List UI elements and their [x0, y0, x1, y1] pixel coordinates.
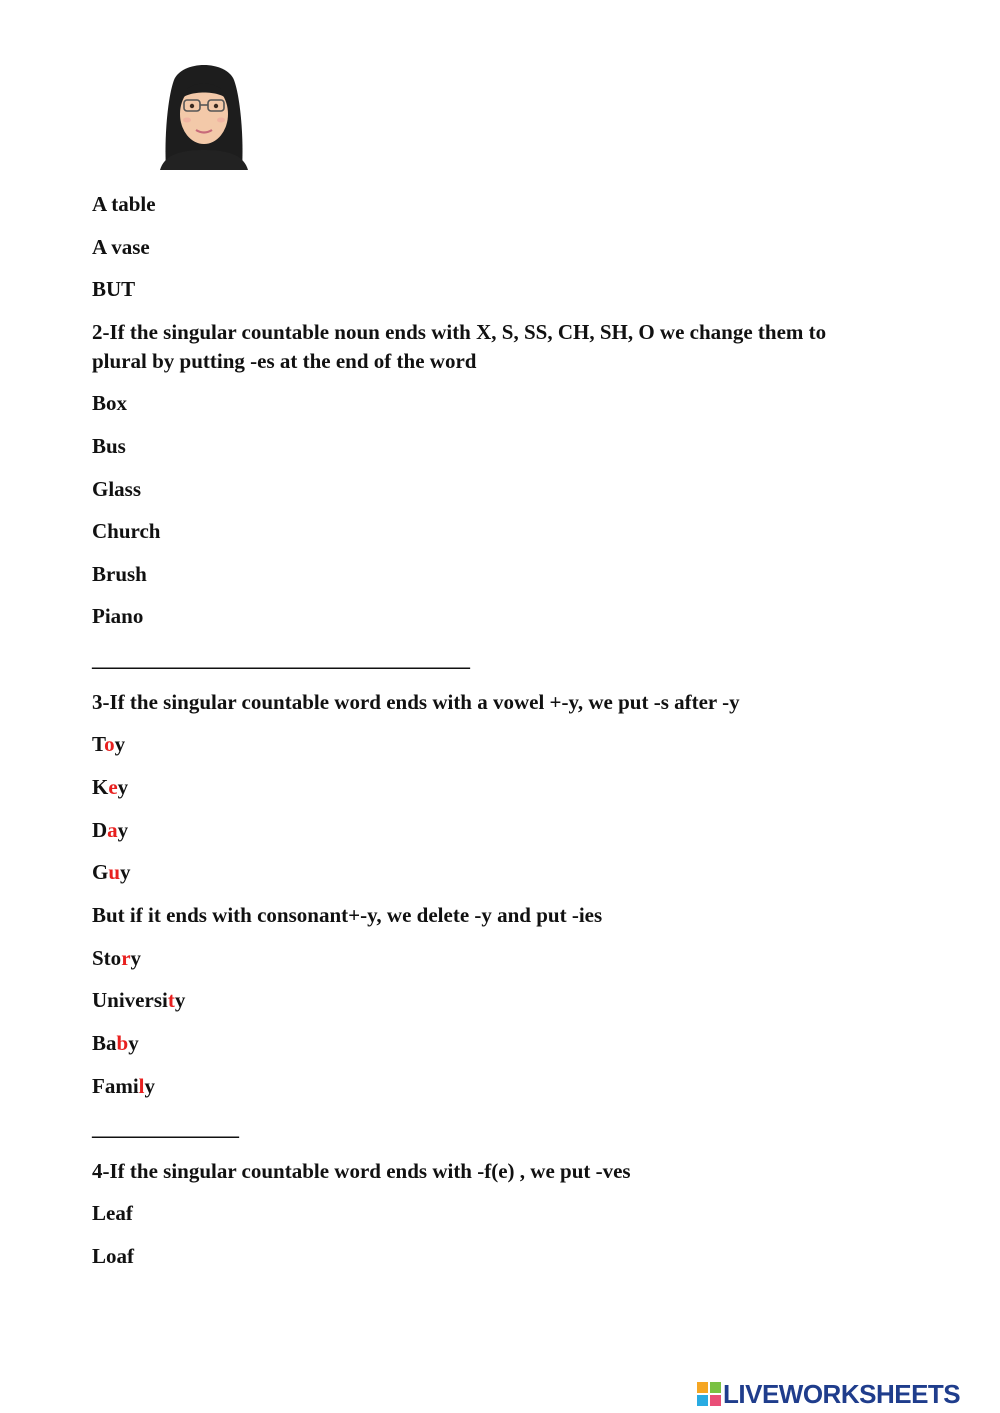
- rule-2-word: Box: [92, 391, 128, 415]
- rule-2-word: Piano: [92, 604, 144, 628]
- rule-4-heading: 4-If the singular countable word ends with -f(e) , we put -ves: [92, 1159, 631, 1183]
- consonant-y-word: University: [92, 988, 186, 1012]
- highlighted-letter: u: [108, 860, 121, 884]
- highlighted-letter: r: [121, 946, 131, 970]
- rule-2-word: Brush: [92, 562, 147, 586]
- vowel-y-word: Guy: [92, 860, 131, 884]
- consonant-y-word: Baby: [92, 1031, 139, 1055]
- highlighted-letter: t: [167, 988, 175, 1012]
- rule-2-word: Bus: [92, 434, 126, 458]
- brand-name: LIVEWORKSHEETS: [723, 1378, 961, 1409]
- separator-line: ______________: [92, 1116, 239, 1140]
- hijab-woman-avatar-icon: [160, 56, 248, 170]
- consonant-y-word: Family: [92, 1074, 155, 1098]
- but-label: BUT: [92, 277, 136, 301]
- rule-4-word: Leaf: [92, 1201, 133, 1225]
- rule-2-word: Church: [92, 519, 161, 543]
- highlighted-letter: e: [108, 775, 118, 799]
- vowel-y-word: Day: [92, 818, 129, 842]
- highlighted-letter: b: [116, 1031, 129, 1055]
- liveworksheets-logo: [697, 1377, 960, 1411]
- liveworksheets-logo-icon: [697, 1382, 721, 1406]
- example-word: A vase: [92, 235, 150, 259]
- highlighted-letter: l: [138, 1074, 145, 1098]
- vowel-y-word: Toy: [92, 732, 126, 756]
- consonant-y-heading: But if it ends with consonant+-y, we delete -y and put -ies: [92, 903, 603, 927]
- vowel-y-word: Key: [92, 775, 129, 799]
- highlighted-letter: a: [107, 818, 118, 842]
- rule-2-heading: 2-If the singular countable noun ends with X, S, SS, CH, SH, O we change them to plural by putting -es at the end of the word: [92, 320, 827, 373]
- rule-4-word: Loaf: [92, 1244, 134, 1268]
- rule-2-word: Glass: [92, 477, 142, 501]
- consonant-y-word: Story: [92, 946, 142, 970]
- example-word: A table: [92, 192, 156, 216]
- separator-line: ____________________________________: [92, 647, 470, 671]
- highlighted-letter: o: [104, 732, 115, 756]
- rule-3-heading: 3-If the singular countable word ends with a vowel +-y, we put -s after -y: [92, 690, 740, 714]
